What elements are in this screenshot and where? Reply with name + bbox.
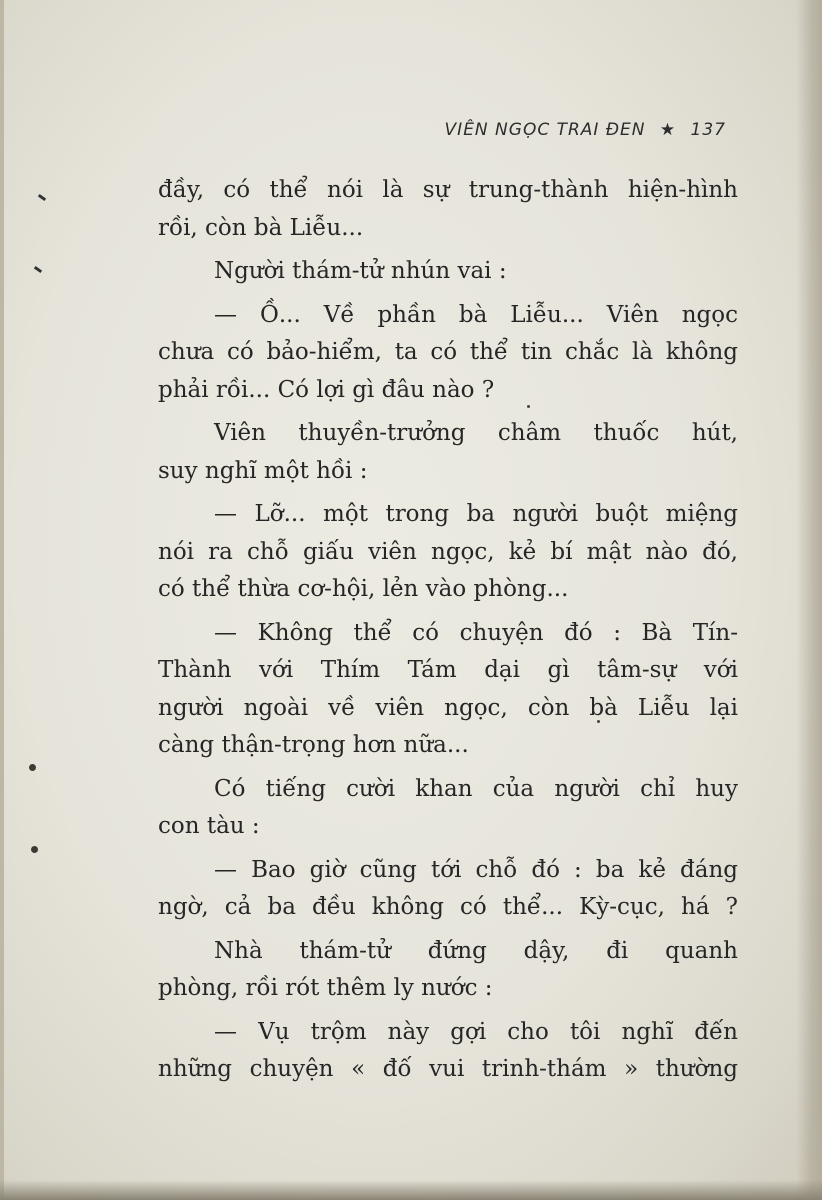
- text-line: có thể thừa cơ-hội, lẻn vào phòng...: [158, 576, 569, 602]
- text-line: — Lỡ... một trong ba người buột miệng: [214, 501, 738, 527]
- text-line: ngờ, cả ba đều không có thể... Kỳ-cục, há ?: [158, 894, 738, 920]
- text-line: — Vụ trộm này gợi cho tôi nghĩ đến: [214, 1018, 738, 1045]
- text-line: càng thận-trọng hơn nữa...: [158, 732, 469, 758]
- text-line: con tàu :: [158, 813, 260, 839]
- text-line: Viên thuyền-trưởng châm thuốc hút,: [214, 420, 738, 446]
- text-line: Người thám-tử nhún vai :: [214, 258, 507, 284]
- text-line: — Bao giờ cũng tới chỗ đó : ba kẻ đáng: [214, 856, 738, 883]
- text-line: Có tiếng cười khan của người chỉ huy: [214, 775, 738, 802]
- text-line: đầy, có thể nói là sự trung-thành hiện-hình: [158, 177, 738, 203]
- text-line: nói ra chỗ giấu viên ngọc, kẻ bí mật nào đó,: [158, 538, 738, 565]
- text-line: phòng, rồi rót thêm ly nước :: [158, 975, 493, 1001]
- text-line: những chuyện « đố vui trinh-thám » thường: [158, 1056, 738, 1082]
- page-left-edge: [0, 0, 4, 1200]
- star-icon: ★: [659, 120, 677, 140]
- text-line: Thành với Thím Tám dại gì tâm-sự với: [158, 657, 738, 683]
- binding-mark: [38, 194, 46, 201]
- text-line: — Không thể có chuyện đó : Bà Tín-: [214, 619, 738, 646]
- text-line: phải rồi... Có lợi gì đâu nào ?: [158, 376, 495, 403]
- text-line: chưa có bảo-hiểm, ta có thể tin chắc là không: [158, 339, 738, 365]
- running-header: [445, 120, 726, 140]
- text-line: suy nghĩ một hồi :: [158, 457, 368, 484]
- text-line: Nhà thám-tử đứng dậy, đi quanh: [214, 937, 738, 964]
- text-line: — Ồ... Về phần bà Liễu... Viên ngọc: [214, 301, 738, 328]
- staple-hole: [31, 846, 38, 853]
- book-title: VIÊN NGỌC TRAI ĐEN: [444, 120, 646, 140]
- text-line: người ngoài về viên ngọc, còn bà Liễu lại: [158, 694, 738, 721]
- text-line: rồi, còn bà Liễu...: [158, 214, 364, 241]
- page-right-edge: [796, 0, 822, 1200]
- binding-mark: [34, 266, 42, 273]
- staple-hole: [29, 764, 36, 771]
- body-text: [158, 172, 738, 1089]
- page-bottom-edge: [0, 1180, 822, 1200]
- page-number: 137: [690, 120, 726, 140]
